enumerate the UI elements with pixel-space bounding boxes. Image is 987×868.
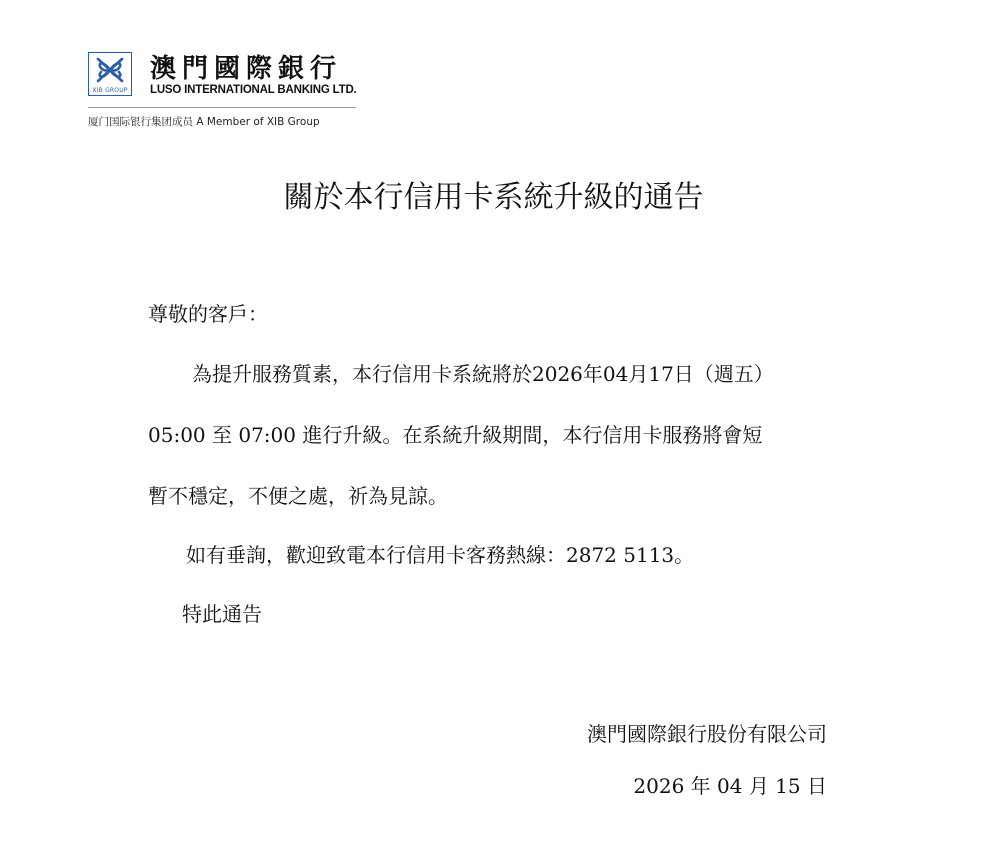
- body-line-1: 為提升服務質素，本行信用卡系統將於2026年04月17日（週五）: [192, 362, 774, 386]
- closing-text: 特此通告: [182, 602, 262, 626]
- group-member-line: 厦门国际银行集团成员 A Member of XIB Group: [88, 116, 320, 128]
- hotline-line: 如有垂詢，歡迎致電本行信用卡客務熱線：2872 5113。: [186, 543, 695, 567]
- notice-title: 關於本行信用卡系統升級的通告: [283, 180, 704, 215]
- body-line-2: 05:00 至 07:00 進行升級。在系統升級期間，本行信用卡服務將會短: [148, 423, 763, 447]
- emblem-label: XIB GROUP: [92, 87, 128, 94]
- bank-emblem-icon: [88, 52, 132, 96]
- notice-date: 2026 年 04 月 15 日: [633, 774, 827, 798]
- signature: 澳門國際銀行股份有限公司: [587, 722, 827, 746]
- bank-name-english: LUSO INTERNATIONAL BANKING LTD.: [150, 84, 357, 96]
- logo-divider: [88, 107, 356, 108]
- body-line-3: 暫不穩定，不便之處，祈為見諒。: [148, 484, 448, 508]
- knot-emblem-icon: [93, 55, 127, 85]
- salutation: 尊敬的客戶：: [148, 302, 268, 326]
- bank-name-chinese: 澳門國際銀行: [150, 54, 343, 84]
- bank-logo: [88, 52, 358, 132]
